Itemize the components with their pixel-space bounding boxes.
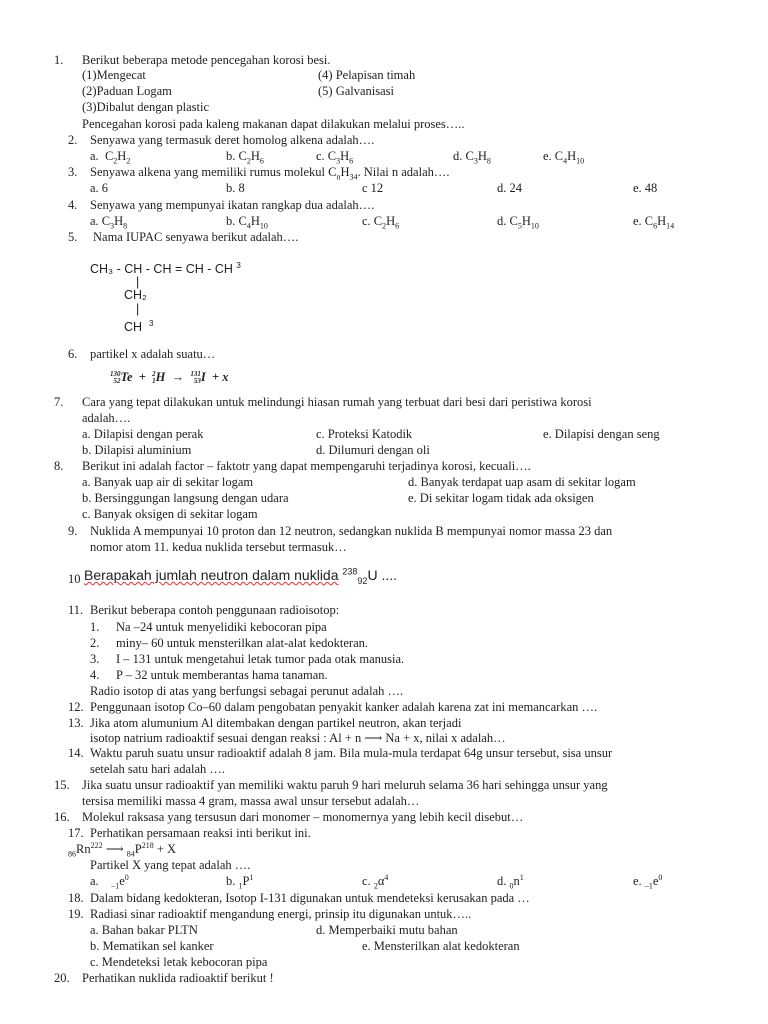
q5-structure-ch3: CH $^3$: [124, 318, 154, 334]
q11-stem: Berikut beberapa contoh penggunaan radioisotop:: [90, 603, 340, 617]
q11-item-1-number: 1.: [90, 620, 100, 634]
q17-option-e: e. $_{-1}e^0$: [633, 872, 663, 891]
q11-item-4-number: 4.: [90, 668, 100, 682]
q8-stem: Berikut ini adalah factor – faktotr yang dapat mempengaruhi terjadinya korosi, kecuali….: [82, 459, 531, 473]
q7-stem-line-2: adalah….: [82, 411, 131, 425]
q6-number: 6.: [68, 347, 78, 361]
q19-option-a: a. Bahan bakar PLTN: [90, 923, 198, 937]
q9-number: 9.: [68, 524, 78, 538]
q8-option-c: c. Banyak oksigen di sekitar logam: [82, 507, 258, 521]
q19-stem: Radiasi sinar radioaktif mengandung energi, prinsip itu digunakan untuk…..: [90, 907, 472, 921]
q3-option-e: e. 48: [633, 181, 658, 195]
q4-option-b: b. $C_4H_{10}$: [226, 214, 268, 231]
q7-option-b: b. Dilapisi aluminium: [82, 443, 192, 457]
q2-stem: Senyawa yang termasuk deret homolog alkena adalah….: [90, 133, 375, 147]
q4-option-d: d. $C_5H_{10}$: [497, 214, 539, 231]
q19-number: 19.: [68, 907, 84, 921]
q17-option-b: b. $_1P^1$: [226, 872, 254, 891]
q19-option-e: e. Mensterilkan alat kedokteran: [362, 939, 520, 953]
q11-item-4: P – 32 untuk memberantas hama tanaman.: [116, 668, 328, 682]
q5-number: 5.: [68, 230, 78, 244]
q1-option-1: (1)Mengecat: [82, 68, 146, 82]
q12-number: 12.: [68, 700, 84, 714]
q18-number: 18.: [68, 891, 84, 905]
q18-stem: Dalam bidang kedokteran, Isotop I-131 digunakan untuk mendeteksi kerusakan pada …: [90, 891, 530, 905]
q5-stem: Nama IUPAC senyawa berikut adalah….: [93, 230, 299, 244]
q3-option-c: c 12: [362, 181, 384, 195]
q5-bond-1: |: [136, 275, 140, 289]
q4-option-a: a. $C_3H_8$: [90, 214, 128, 231]
q4-stem: Senyawa yang mempunyai ikatan rangkap dua adalah….: [90, 198, 375, 212]
q17-stem: Perhatikan persamaan reaksi inti berikut ini.: [90, 826, 311, 840]
q17-tail: Partikel X yang tepat adalah ….: [90, 858, 251, 872]
q15-stem-line-1: Jika suatu unsur radioaktif yan memiliki waktu paruh 9 hari meluruh selama 36 hari sehingga unsur yang: [82, 778, 608, 792]
q17-reaction: $_{86}Rn^{222}$ ⟶ $_{84}P^{218} + X$: [68, 840, 177, 859]
q1-number: 1.: [54, 53, 64, 67]
q11-item-1: Na –24 untuk menyelidiki kebocoran pipa: [116, 620, 327, 634]
q1-option-4: (4) Pelapisan timah: [318, 68, 416, 82]
q7-number: 7.: [54, 395, 64, 409]
q16-stem: Molekul raksasa yang tersusun dari monomer – monomernya yang lebih kecil disebut…: [82, 810, 524, 824]
q1-stem: Berikut beberapa metode pencegahan korosi besi.: [82, 53, 331, 67]
q8-option-a: a. Banyak uap air di sekitar logam: [82, 475, 254, 489]
q3-stem: Senyawa alkena yang memiliki rumus molekul $C_nH_{34}$. Nilai n adalah….: [90, 165, 450, 182]
q8-option-b: b. Bersinggungan langsung dengan udara: [82, 491, 289, 505]
q14-number: 14.: [68, 746, 84, 760]
q11-tail: Radio isotop di atas yang berfungsi sebagai perunut adalah ….: [90, 684, 404, 698]
q7-option-d: d. Dilumuri dengan oli: [316, 443, 430, 457]
q8-option-d: d. Banyak terdapat uap asam di sekitar logam: [408, 475, 636, 489]
q4-option-e: e. $C_6H_{14}$: [633, 214, 675, 231]
q9-stem-line-2: nomor atom 11. kedua nuklida tersebut termasuk…: [90, 540, 347, 554]
q1-tail: Pencegahan korosi pada kaleng makanan dapat dilakukan melalui proses…..: [82, 117, 465, 131]
q15-stem-line-2: tersisa memiliki massa 4 gram, massa awal unsur tersebut adalah…: [82, 794, 420, 808]
q12-stem: Penggunaan isotop Co–60 dalam pengobatan penyakit kanker adalah karena zat ini memancarkan ….: [90, 700, 598, 714]
q5-structure-ch2: CH₂: [124, 288, 147, 302]
q16-number: 16.: [54, 810, 70, 824]
q17-option-d: d. $_0n^1$: [497, 872, 524, 891]
q11-number: 11.: [68, 603, 84, 617]
q10-stem: Berapakah jumlah neutron dalam nuklida $^{238}_{92}$U ....: [84, 566, 397, 586]
q2-option-b: b. $C_2H_6$: [226, 149, 264, 166]
q3-number: 3.: [68, 165, 78, 179]
q11-item-3-number: 3.: [90, 652, 100, 666]
q13-number: 13.: [68, 716, 84, 730]
q19-option-d: d. Memperbaiki mutu bahan: [316, 923, 458, 937]
q7-option-e: e. Dilapisi dengan seng: [543, 427, 660, 441]
q5-structure-chain: CH₃ - CH - CH = CH - CH $^3$: [90, 260, 241, 276]
q14-stem-line-1: Waktu paruh suatu unsur radioaktif adalah 8 jam. Bila mula-mula terdapat 64g unsur tersebut, sisa unsur: [90, 746, 613, 760]
q19-option-c: c. Mendeteksi letak kebocoran pipa: [90, 955, 268, 969]
q13-stem-line-2: isotop natrium radioaktif sesuai dengan reaksi : Al + n ⟶ Na + x, nilai x adalah…: [90, 731, 506, 745]
q3-option-a: a. 6: [90, 181, 109, 195]
q6-nuclear-equation: 130 52Te + 2 1H → 131 53I + x: [110, 370, 229, 386]
q19-option-b: b. Mematikan sel kanker: [90, 939, 214, 953]
q2-option-d: d. $C_3H_8$: [453, 149, 491, 166]
q2-option-e: e. $C_4H_{10}$: [543, 149, 585, 166]
q2-option-a: a. $C_2H_2$: [90, 149, 131, 166]
q17-number: 17.: [68, 826, 84, 840]
q9-stem-line-1: Nuklida A mempunyai 10 proton dan 12 neutron, sedangkan nuklida B mempunyai nomor massa 23 dan: [90, 524, 613, 538]
q10-number: 10: [68, 572, 81, 586]
q4-number: 4.: [68, 198, 78, 212]
q20-number: 20.: [54, 971, 70, 985]
q7-option-c: c. Proteksi Katodik: [316, 427, 413, 441]
q7-stem-line-1: Cara yang tepat dilakukan untuk melindungi hiasan rumah yang terbuat dari besi dari peristiwa korosi: [82, 395, 592, 409]
q8-option-e: e. Di sekitar logam tidak ada oksigen: [408, 491, 594, 505]
q17-option-a: a. $_{-1}e^0$: [90, 872, 129, 891]
q3-option-b: b. 8: [226, 181, 245, 195]
q15-number: 15.: [54, 778, 70, 792]
q2-number: 2.: [68, 133, 78, 147]
q11-item-2: miny– 60 untuk mensterilkan alat-alat kedokteran.: [116, 636, 369, 650]
q13-stem-line-1: Jika atom alumunium Al ditembakan dengan partikel neutron, akan terjadi: [90, 716, 462, 730]
q1-option-3: (3)Dibalut dengan plastic: [82, 100, 210, 114]
q17-option-c: c. $_2\alpha^4$: [362, 872, 389, 891]
q14-stem-line-2: setelah satu hari adalah ….: [90, 762, 226, 776]
q11-item-2-number: 2.: [90, 636, 100, 650]
q11-item-3: I – 131 untuk mengetahui letak tumor pada otak manusia.: [116, 652, 405, 666]
q1-option-2: (2)Paduan Logam: [82, 84, 172, 98]
q6-stem: partikel x adalah suatu…: [90, 347, 216, 361]
q3-option-d: d. 24: [497, 181, 522, 195]
q20-stem: Perhatikan nuklida radioaktif berikut !: [82, 971, 274, 985]
q5-bond-2: |: [136, 302, 140, 316]
q7-option-a: a. Dilapisi dengan perak: [82, 427, 204, 441]
q1-option-5: (5) Galvanisasi: [318, 84, 395, 98]
q2-option-c: c. $C_3H_6$: [316, 149, 354, 166]
q8-number: 8.: [54, 459, 64, 473]
q4-option-c: c. $C_2H_6$: [362, 214, 400, 231]
